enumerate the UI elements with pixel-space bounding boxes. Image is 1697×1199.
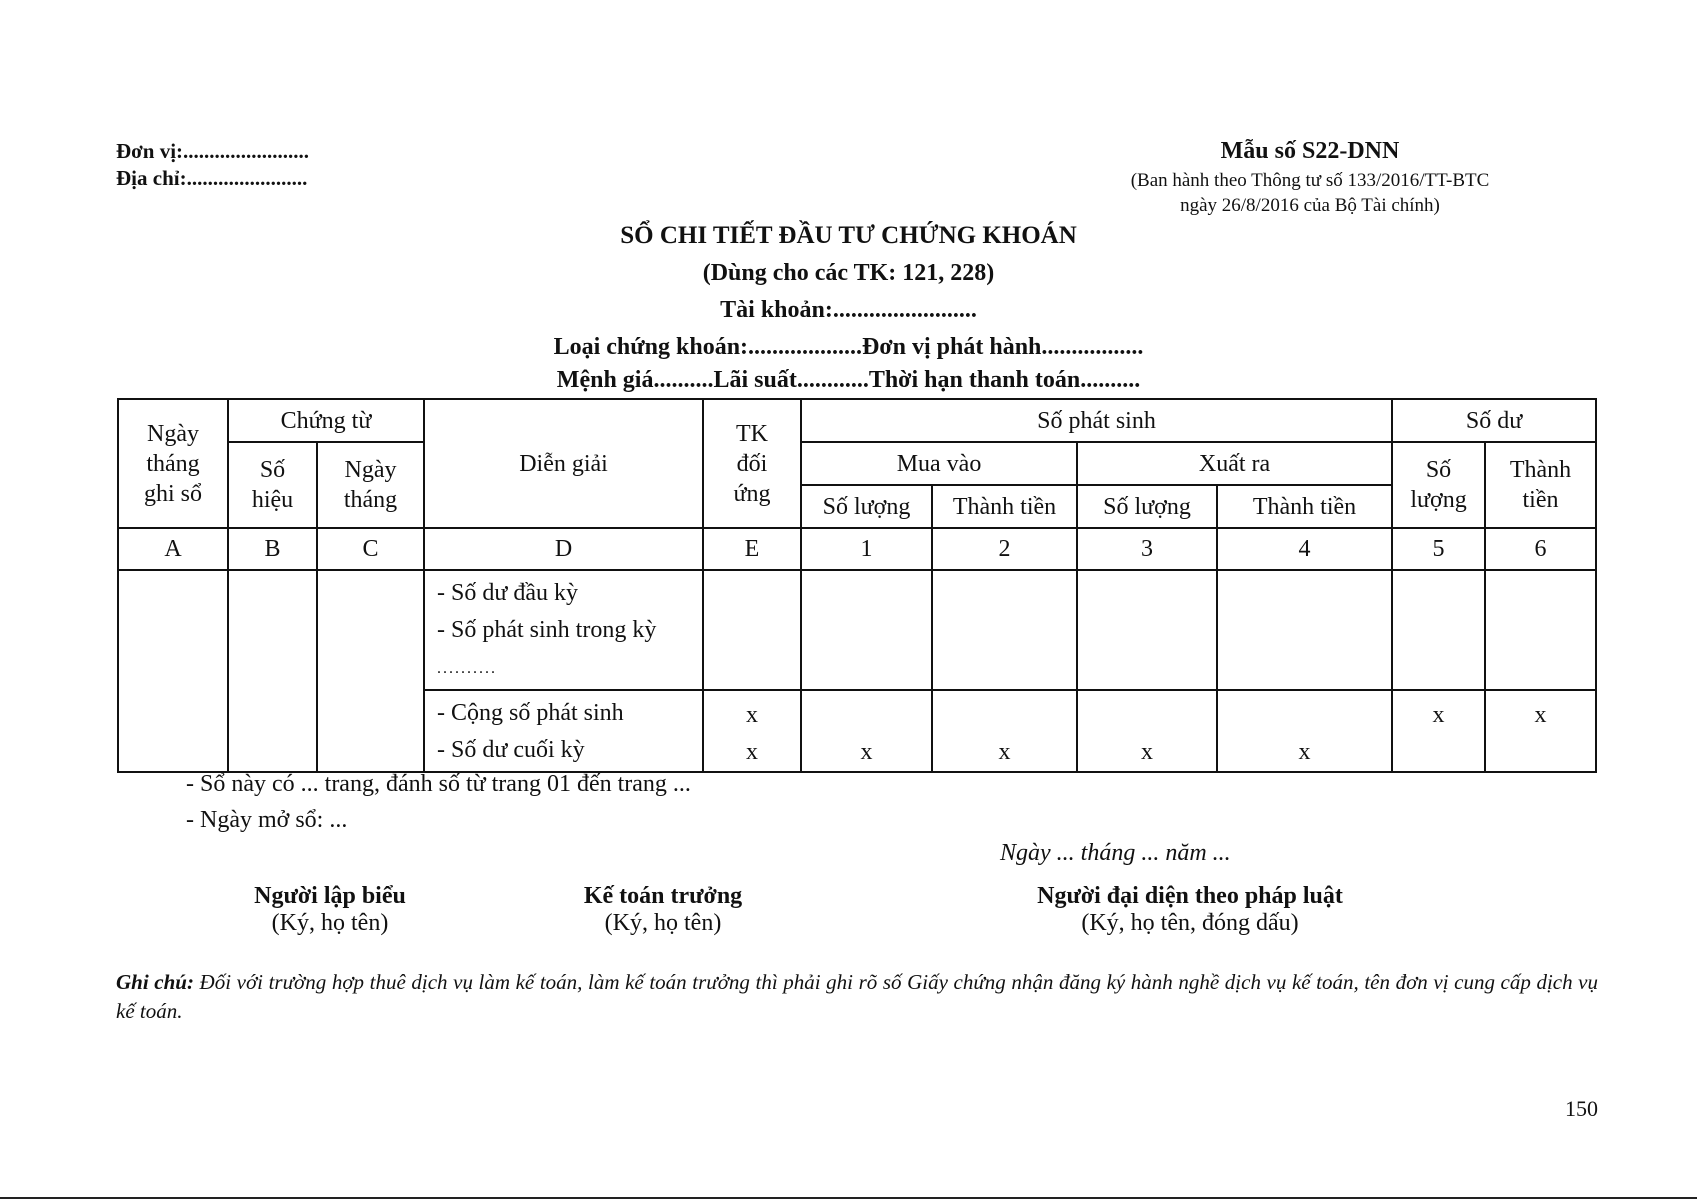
column-code: 1 bbox=[801, 528, 932, 570]
column-code: 2 bbox=[932, 528, 1077, 570]
signature-date-line: Ngày ... tháng ... năm ... bbox=[1000, 840, 1231, 866]
chief-accountant-title: Kế toán trưởng bbox=[583, 883, 743, 909]
header-balance-group: Số dư bbox=[1392, 399, 1596, 442]
cell-description-totals bbox=[424, 690, 703, 772]
legal-rep-title: Người đại diện theo pháp luật bbox=[1037, 883, 1343, 909]
cell-sale-quantity-mark bbox=[1077, 690, 1217, 772]
column-code-row bbox=[118, 528, 1596, 570]
header-contra-account: TK đối ứng bbox=[703, 399, 801, 528]
column-code: D bbox=[424, 528, 703, 570]
cell-purchase-quantity-mark bbox=[801, 690, 932, 772]
header-purchase-quantity: Số lượng bbox=[801, 485, 932, 528]
legal-rep-subtitle: (Ký, họ tên, đóng dấu) bbox=[1081, 910, 1299, 936]
signature-chief-accountant bbox=[533, 883, 793, 937]
preparer-subtitle: (Ký, họ tên) bbox=[271, 910, 389, 936]
issuance-line-2: ngày 26/8/2016 của Bộ Tài chính) bbox=[1180, 195, 1440, 216]
document-subtitle: (Dùng cho các TK: 121, 228) bbox=[702, 260, 995, 286]
header-purchase-group: Mua vào bbox=[801, 442, 1077, 485]
header-arising-group: Số phát sinh bbox=[801, 399, 1392, 442]
unit-line: Đơn vị:........................ bbox=[116, 139, 310, 163]
cell-sale-amount-mark bbox=[1217, 690, 1392, 772]
header-balance-quantity: Số lượng bbox=[1392, 442, 1485, 528]
header-sale-quantity: Số lượng bbox=[1077, 485, 1217, 528]
address-line: Địa chỉ:....................... bbox=[116, 166, 308, 190]
signature-legal-representative bbox=[1000, 883, 1380, 937]
cell-purchase-amount bbox=[932, 570, 1077, 690]
signature-preparer bbox=[200, 883, 460, 937]
cell-voucher-date bbox=[317, 570, 424, 772]
cell-description-period bbox=[424, 570, 703, 690]
column-code: 5 bbox=[1392, 528, 1485, 570]
header-voucher-date: Ngày tháng bbox=[317, 442, 424, 528]
x-mark: x bbox=[1432, 702, 1445, 728]
page-number: 150 bbox=[1565, 1096, 1598, 1121]
header-purchase-amount: Thành tiền bbox=[932, 485, 1077, 528]
row-closing-balance: - Số dư cuối kỳ bbox=[437, 737, 585, 763]
cell-contra-account bbox=[703, 570, 801, 690]
row-total-arising: - Cộng số phát sinh bbox=[437, 700, 624, 726]
column-code: E bbox=[703, 528, 801, 570]
page-count-note: - Sổ này có ... trang, đánh số từ trang 01 đến trang ... bbox=[186, 771, 691, 797]
cell-purchase-quantity bbox=[801, 570, 932, 690]
terms-line: Mệnh giá..........Lãi suất............Thời hạn thanh toán.......... bbox=[556, 367, 1141, 393]
account-line: Tài khoản:........................ bbox=[720, 297, 977, 323]
cell-contra-account-marks bbox=[703, 690, 801, 772]
header-sale-amount: Thành tiền bbox=[1217, 485, 1392, 528]
document-title: SỔ CHI TIẾT ĐẦU TƯ CHỨNG KHOÁN bbox=[620, 222, 1077, 249]
cell-date-recorded bbox=[118, 570, 228, 772]
footnote bbox=[116, 968, 1598, 1026]
x-mark: x bbox=[860, 739, 873, 765]
cell-voucher-number bbox=[228, 570, 317, 772]
footnote-text: Đối với trường hợp thuê dịch vụ làm kế toán, làm kế toán trưởng thì phải ghi rõ số Giấy chứng nhận đăng ký hành nghề dịch vụ kế toán, tên đơn vị cung cấp dịch vụ kế toán. bbox=[116, 970, 1599, 1023]
header-description: Diễn giải bbox=[424, 399, 703, 528]
ledger-table bbox=[117, 398, 1597, 773]
column-code: B bbox=[228, 528, 317, 570]
row-period-arising: - Số phát sinh trong kỳ bbox=[437, 617, 657, 643]
security-type-line: Loại chứng khoán:...................Đơn vị phát hành................. bbox=[553, 334, 1144, 360]
header-voucher-number: Số hiệu bbox=[228, 442, 317, 528]
column-code: 3 bbox=[1077, 528, 1217, 570]
cell-balance-quantity bbox=[1392, 570, 1485, 690]
preparer-title: Người lập biểu bbox=[254, 883, 406, 909]
footnote-label: Ghi chú: bbox=[116, 970, 194, 994]
cell-sale-amount bbox=[1217, 570, 1392, 690]
column-code: C bbox=[317, 528, 424, 570]
header-sale-group: Xuất ra bbox=[1077, 442, 1392, 485]
issuance-note bbox=[1060, 168, 1560, 218]
unit-info bbox=[116, 138, 309, 192]
row-opening-balance: - Số dư đầu kỳ bbox=[437, 580, 579, 606]
chief-accountant-subtitle: (Ký, họ tên) bbox=[604, 910, 722, 936]
cell-sale-quantity bbox=[1077, 570, 1217, 690]
column-code: 6 bbox=[1485, 528, 1596, 570]
issuance-line-1: (Ban hành theo Thông tư số 133/2016/TT-BTC bbox=[1130, 170, 1490, 191]
x-mark: x bbox=[1141, 739, 1154, 765]
cell-balance-amount bbox=[1485, 570, 1596, 690]
x-mark: x bbox=[1298, 739, 1311, 765]
header-date-recorded: Ngày tháng ghi sổ bbox=[118, 399, 228, 528]
cell-purchase-amount-mark bbox=[932, 690, 1077, 772]
table-row bbox=[118, 570, 1596, 690]
form-code: Mẫu số S22-DNN bbox=[1220, 138, 1400, 164]
x-mark: x bbox=[746, 702, 759, 728]
cell-balance-amount-mark bbox=[1485, 690, 1596, 772]
row-dots: .......... bbox=[437, 660, 498, 677]
x-mark: x bbox=[1534, 702, 1547, 728]
header-balance-amount: Thành tiền bbox=[1485, 442, 1596, 528]
x-mark: x bbox=[746, 739, 759, 765]
cell-balance-quantity-mark bbox=[1392, 690, 1485, 772]
column-code: 4 bbox=[1217, 528, 1392, 570]
column-code: A bbox=[118, 528, 228, 570]
x-mark: x bbox=[998, 739, 1011, 765]
header-voucher-group: Chứng từ bbox=[228, 399, 424, 442]
open-date-note: - Ngày mở sổ: ... bbox=[186, 807, 348, 833]
